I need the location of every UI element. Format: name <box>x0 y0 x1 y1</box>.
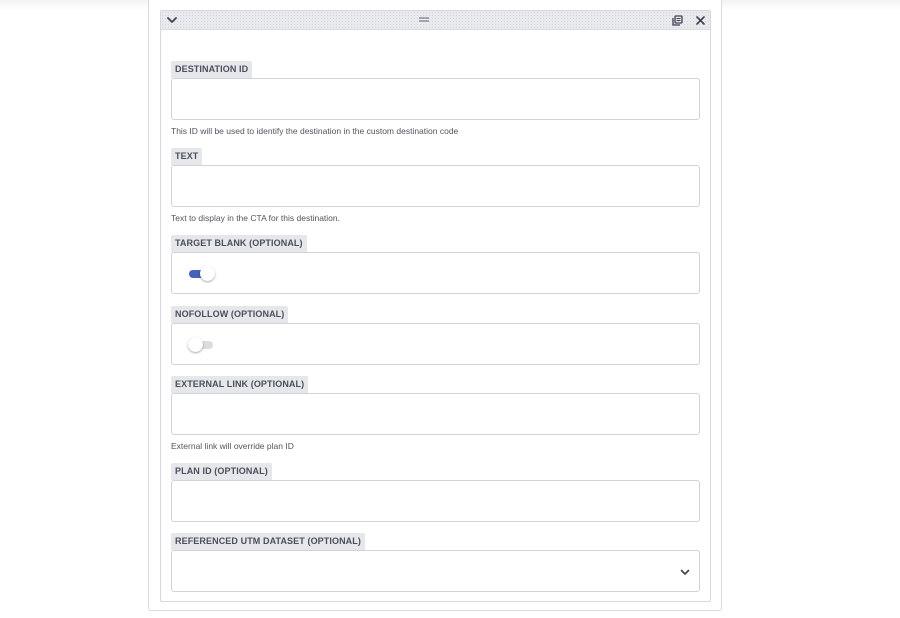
external-link-help: External link will override plan ID <box>171 441 294 451</box>
destination-panel <box>160 10 711 602</box>
text-label: TEXT <box>171 148 202 165</box>
external-link-box <box>171 393 700 435</box>
text-help: Text to display in the CTA for this destination. <box>171 213 340 223</box>
plan-id-box <box>171 480 700 522</box>
target-blank-box <box>171 252 700 294</box>
chevron-down-icon <box>680 569 690 576</box>
toggle-knob <box>188 337 203 352</box>
destination-id-box <box>171 78 700 120</box>
panel-header <box>161 11 710 30</box>
select-chevron <box>677 564 693 580</box>
target-blank-label: TARGET BLANK (OPTIONAL) <box>171 235 307 252</box>
text-field <box>171 146 700 223</box>
plan-id-field <box>171 461 700 522</box>
drag-handle-icon <box>419 17 429 23</box>
plan-id-label: PLAN ID (OPTIONAL) <box>171 463 272 480</box>
close-icon <box>696 16 705 25</box>
destination-id-field <box>171 59 700 136</box>
utm-dataset-select[interactable] <box>171 550 700 592</box>
utm-dataset-field <box>171 531 700 592</box>
nofollow-label: NOFOLLOW (OPTIONAL) <box>171 306 288 323</box>
destination-id-input[interactable] <box>172 79 699 119</box>
destination-id-label: DESTINATION ID <box>171 61 252 78</box>
utm-dataset-label: REFERENCED UTM DATASET (OPTIONAL) <box>171 533 365 550</box>
target-blank-toggle[interactable] <box>188 266 215 282</box>
text-input[interactable] <box>172 166 699 206</box>
destination-id-help: This ID will be used to identify the destination in the custom destination code <box>171 126 459 136</box>
toggle-knob <box>200 266 215 281</box>
close-button[interactable] <box>692 11 708 29</box>
drag-handle[interactable] <box>416 11 432 29</box>
target-blank-field <box>171 233 700 294</box>
nofollow-field <box>171 304 700 365</box>
external-link-input[interactable] <box>172 394 699 434</box>
text-box <box>171 165 700 207</box>
external-link-field <box>171 374 700 451</box>
external-link-label: EXTERNAL LINK (OPTIONAL) <box>171 376 308 393</box>
nofollow-toggle[interactable] <box>188 337 215 353</box>
chevron-down-icon <box>167 17 177 24</box>
collapse-button[interactable] <box>164 11 180 29</box>
plan-id-input[interactable] <box>172 481 699 521</box>
nofollow-box <box>171 323 700 365</box>
duplicate-icon <box>672 15 683 26</box>
duplicate-button[interactable] <box>669 11 685 29</box>
